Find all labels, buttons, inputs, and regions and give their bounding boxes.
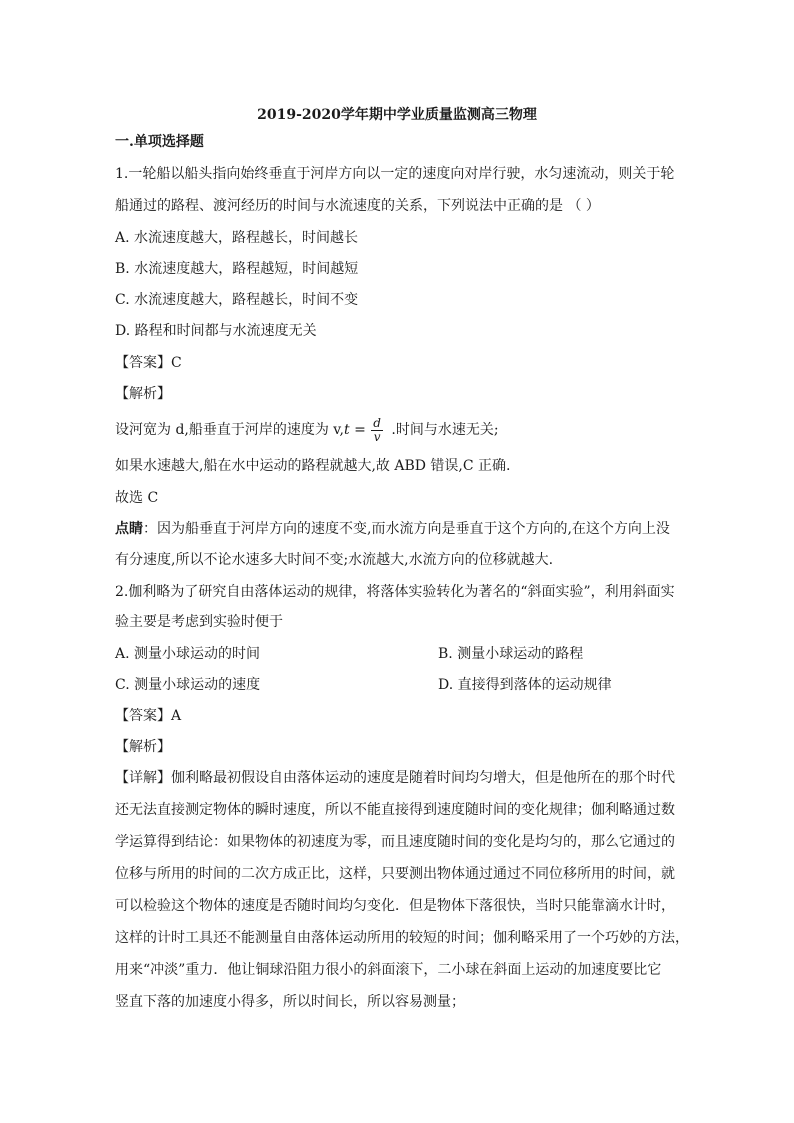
- q1-comment-text-1: ：因为船垂直于河岸方向的速度不变,而水流方向是垂直于这个方向的,在这个方向上没: [143, 521, 670, 537]
- q1-analysis-text-before: 设河宽为 d,船垂直于河岸的速度为 v,: [115, 422, 345, 438]
- q1-stem-line-2: 船通过的路程、渡河经历的时间与水流速度的关系，下列说法中正确的是 （ ）: [115, 198, 600, 214]
- q1-comment-label: 点睛: [115, 521, 143, 537]
- q2-stem-line-2: 验主要是考虑到实验时便于: [115, 614, 283, 630]
- q2-detail-line-3: 学运算得到结论：如果物体的初速度为零，而且速度随时间的变化是均匀的，那么它通过的: [115, 834, 675, 850]
- q2-option-a: A. 测量小球运动的时间: [115, 646, 261, 662]
- q1-option-d: D. 路程和时间都与水流速度无关: [115, 323, 317, 339]
- section-heading: 一.单项选择题: [115, 134, 204, 150]
- q1-answer: 【答案】C: [115, 355, 182, 371]
- page-title: 2019-2020学年期中学业质量监测高三物理: [257, 107, 537, 123]
- formula-numerator: d: [373, 415, 381, 430]
- q2-detail-line-2: 还无法直接测定物体的瞬时速度，所以不能直接得到速度随时间的变化规律；伽利略通过数: [115, 802, 675, 818]
- q2-stem-line-1: 2.伽利略为了研究自由落体运动的规律，将落体实验转化为著名的“斜面实验”，利用斜面实: [115, 584, 675, 600]
- q1-comment-line-1: [115, 519, 685, 539]
- q1-option-b: B. 水流速度越大，路程越短，时间越短: [115, 261, 359, 277]
- q1-option-c: C. 水流速度越大，路程越长，时间不变: [115, 292, 359, 308]
- q2-detail-line-8: 竖直下落的加速度小得多，所以时间长，所以容易测量；: [115, 994, 465, 1010]
- q1-analysis-text-after: .时间与水速无关;: [386, 422, 499, 438]
- q2-detail-line-6: 这样的计时工具还不能测量自由落体运动所用的较短的时间；伽利略采用了一个巧妙的方法，: [115, 930, 689, 946]
- q1-option-a: A. 水流速度越大，路程越长，时间越长: [115, 230, 359, 246]
- formula-denominator: v: [373, 429, 381, 444]
- q2-option-b: B. 测量小球运动的路程: [438, 646, 584, 662]
- formula-fraction: [371, 417, 383, 444]
- q2-detail-line-5: 可以检验这个物体的速度是否随时间均匀变化．但是物体下落很快，当时只能靠滴水计时，: [115, 898, 675, 914]
- q1-analysis-label: 【解析】: [115, 386, 171, 402]
- q2-option-c: C. 测量小球运动的速度: [115, 677, 261, 693]
- q2-option-d: D. 直接得到落体的运动规律: [438, 677, 612, 693]
- q2-analysis-label: 【解析】: [115, 739, 171, 755]
- q1-conclusion: 故选 C: [115, 490, 159, 506]
- q2-detail-line-7: 用来“冲淡”重力．他让铜球沿阻力很小的斜面滚下，二小球在斜面上运动的加速度要比它: [115, 962, 662, 978]
- q1-analysis-line-2: 如果水速越大,船在水中运动的路程就越大,故 ABD 错误,C 正确.: [115, 458, 511, 474]
- q2-detail-line-1: 【详解】伽利略最初假设自由落体运动的速度是随着时间均匀增大，但是他所在的那个时代: [115, 770, 675, 786]
- formula-variable: t: [344, 422, 350, 438]
- q2-detail-line-4: 位移与所用的时间的二次方成正比，这样，只要测出物体通过通过不同位移所用的时间，就: [115, 866, 675, 882]
- q1-stem-line-1: 1.一轮船以船头指向始终垂直于河岸方向以一定的速度向对岸行驶，水匀速流动，则关于轮: [115, 166, 675, 182]
- q2-answer: 【答案】A: [115, 708, 182, 724]
- q1-comment-line-2: 有分速度,所以不论水速多大时间不变;水流越大,水流方向的位移就越大.: [115, 552, 554, 568]
- q1-analysis-line-1: [115, 415, 685, 449]
- formula-equals: =: [349, 422, 371, 438]
